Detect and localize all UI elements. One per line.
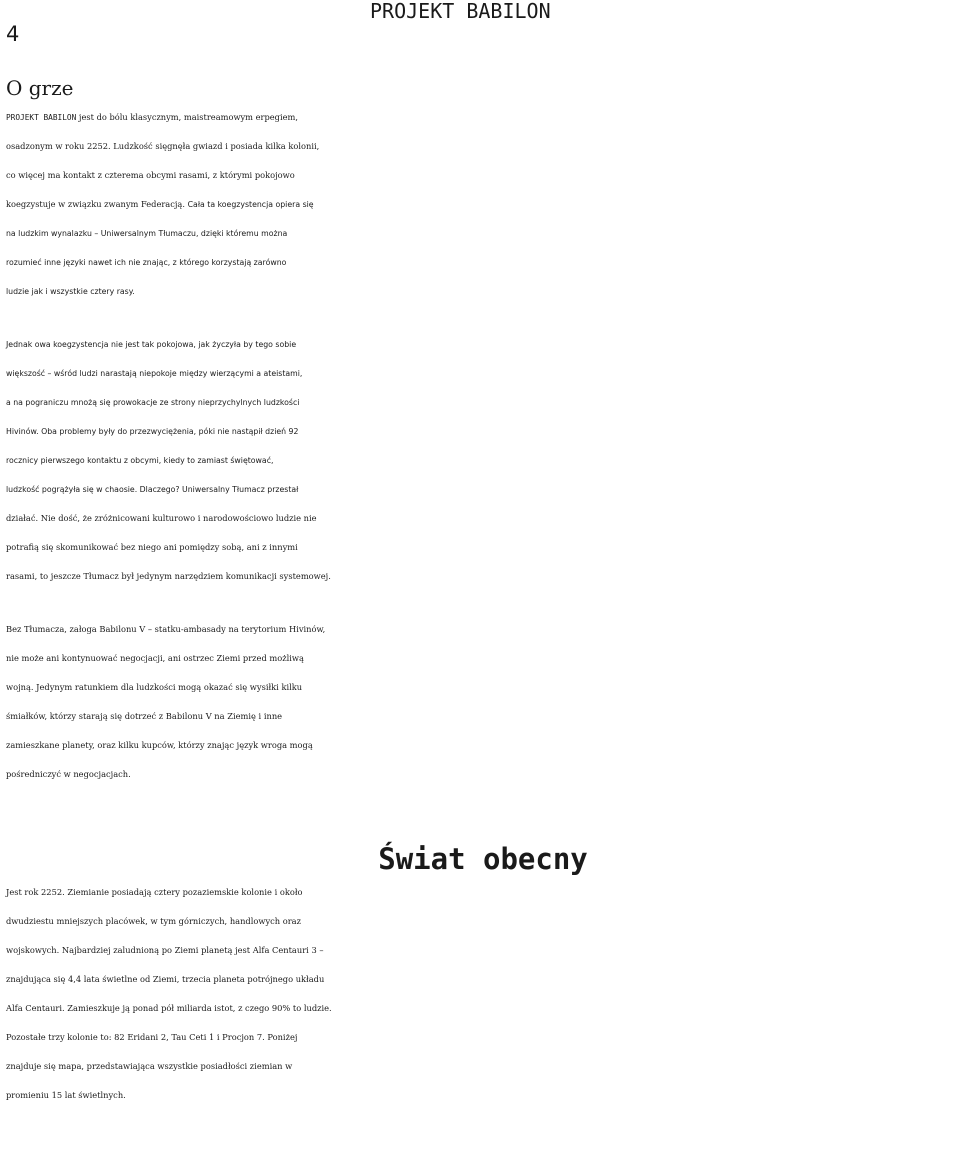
- text-line: ludzkość pogrążyła się w chaosie. Dlaczego? Uniwersalny Tłumacz przestał: [6, 485, 299, 494]
- text-line: Hivinów. Oba problemy były do przezwyciężenia, póki nie nastąpił dzień 92: [6, 427, 299, 436]
- paragraph-world: [6, 878, 960, 1110]
- page-number: 4: [6, 22, 20, 46]
- text-line: rocznicy pierwszego kontaktu z obcymi, kiedy to zamiast świętować,: [6, 456, 274, 465]
- text-line: Alfa Centauri. Zamieszkuje ją ponad pół miliarda istot, z czego 90% to ludzie.: [6, 1003, 332, 1013]
- text-line: koegzystuje w związku zwanym Federacją. Cała ta koegzystencja opiera się: [6, 199, 314, 209]
- paragraph-intro: [6, 103, 960, 306]
- text-line: nie może ani kontynuować negocjacji, ani ostrzec Ziemi przed możliwą: [6, 653, 304, 663]
- text-line: zamieszkane planety, oraz kilku kupców, którzy znając język wroga mogą: [6, 740, 313, 750]
- text-line: rozumieć inne języki nawet ich nie znając, z którego korzystają zarówno: [6, 258, 287, 267]
- text-line: rasami, to jeszcze Tłumacz był jedynym narzędziem komunikacji systemowej.: [6, 571, 331, 581]
- section-label-o-grze: O grze: [6, 76, 74, 100]
- text-line: a na pograniczu mnożą się prowokacje ze strony nieprzychylnych ludzkości: [6, 398, 300, 407]
- game-title-inline: PROJEKT BABILON: [6, 113, 77, 122]
- text-line: dwudziestu mniejszych placówek, w tym górniczych, handlowych oraz: [6, 916, 301, 926]
- text-line: ludzie jak i wszystkie cztery rasy.: [6, 287, 135, 296]
- text-line: potrafią się skomunikować bez niego ani pomiędzy sobą, ani z innymi: [6, 542, 298, 552]
- text-line: Bez Tłumacza, załoga Babilonu V – statku-ambasady na terytorium Hivinów,: [6, 624, 326, 634]
- paragraph-babilon-crew: [6, 615, 960, 789]
- text-line: znajduje się mapa, przedstawiająca wszystkie posiadłości ziemian w: [6, 1061, 293, 1071]
- text-line: co więcej ma kontakt z czterema obcymi rasami, z którymi pokojowo: [6, 170, 295, 180]
- text-line: wojskowych. Najbardziej zaludnioną po Ziemi planetą jest Alfa Centauri 3 –: [6, 945, 324, 955]
- paragraph-conflict: [6, 330, 960, 591]
- text-line: Jest rok 2252. Ziemianie posiadają cztery pozaziemskie kolonie i około: [6, 887, 303, 897]
- text-line: znajdująca się 4,4 lata świetlne od Ziemi, trzecia planeta potrójnego układu: [6, 974, 325, 984]
- text-line: na ludzkim wynalazku – Uniwersalnym Tłumaczu, dzięki któremu można: [6, 229, 288, 238]
- text-line: pośredniczyć w negocjacjach.: [6, 769, 131, 779]
- text-line: osadzonym w roku 2252. Ludzkość sięgnęła gwiazd i posiada kilka kolonii,: [6, 141, 320, 151]
- section-heading-swiat-obecny: Świat obecny: [378, 842, 588, 876]
- text-line: śmiałków, którzy starają się dotrzeć z Babilonu V na Ziemię i inne: [6, 711, 283, 721]
- text-line: działać. Nie dość, że zróżnicowani kulturowo i narodowościowo ludzie nie: [6, 513, 317, 523]
- page-content: [6, 74, 960, 1110]
- text-line: promieniu 15 lat świetlnych.: [6, 1090, 126, 1100]
- text-line: Pozostałe trzy kolonie to: 82 Eridani 2, Tau Ceti 1 i Procjon 7. Poniżej: [6, 1032, 298, 1042]
- text-line: PROJEKT BABILON jest do bólu klasycznym, maistreamowym erpegiem,: [6, 112, 298, 122]
- text-line: większość – wśród ludzi narastają niepokoje między wierzącymi a ateistami,: [6, 369, 303, 378]
- text-line: wojną. Jedynym ratunkiem dla ludzkości mogą okazać się wysiłki kilku: [6, 682, 303, 692]
- text-line: Jednak owa koegzystencja nie jest tak pokojowa, jak życzyła by tego sobie: [6, 340, 297, 349]
- running-header: PROJEKT BABILON: [370, 0, 551, 23]
